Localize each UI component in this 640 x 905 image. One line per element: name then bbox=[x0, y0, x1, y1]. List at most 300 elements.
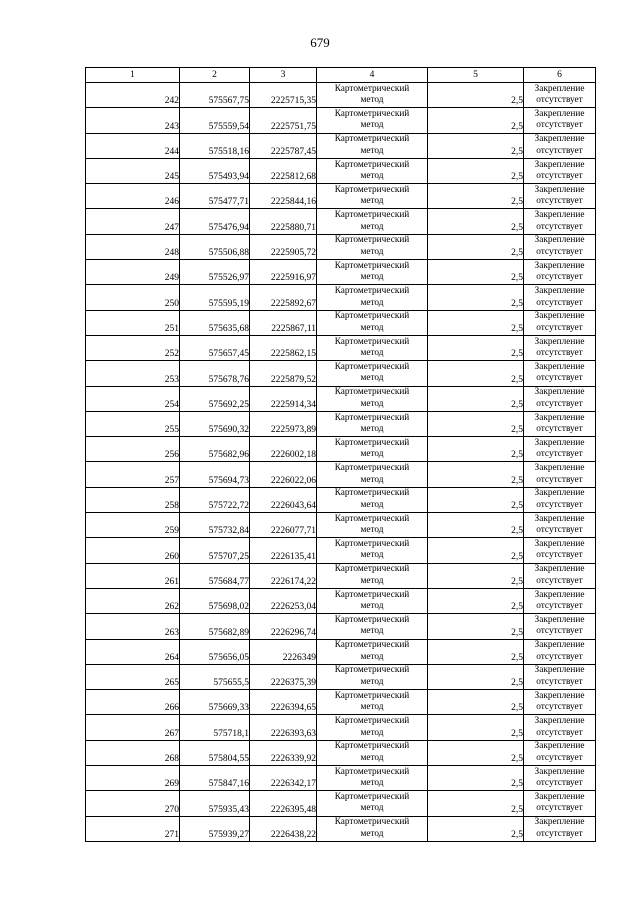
table-row bbox=[86, 614, 596, 639]
coordinates-table bbox=[85, 67, 596, 842]
fixation-line-1: Закрепление bbox=[534, 184, 585, 195]
coordinate-y-cell: 2226043,64 bbox=[250, 487, 317, 512]
fixation-line-2: отсутствует bbox=[536, 449, 583, 460]
coordinate-x-cell: 575526,97 bbox=[180, 260, 250, 285]
accuracy-cell: 2,5 bbox=[428, 158, 524, 183]
coordinate-x-cell: 575476,94 bbox=[180, 209, 250, 234]
fixation-line-1: Закрепление bbox=[534, 210, 585, 221]
coordinate-y-cell: 2225879,52 bbox=[250, 361, 317, 386]
accuracy-cell: 2,5 bbox=[428, 335, 524, 360]
method-line-1: Картометрический bbox=[334, 766, 410, 777]
fixation-cell bbox=[524, 487, 596, 512]
page-number: 679 bbox=[310, 35, 330, 50]
point-number-cell: 259 bbox=[86, 513, 180, 538]
point-number-cell: 253 bbox=[86, 361, 180, 386]
method-line-2: метод bbox=[360, 322, 384, 333]
method-line-2: метод bbox=[360, 171, 384, 182]
method-line-1: Картометрический bbox=[334, 159, 410, 170]
coordinate-x-cell: 575559,54 bbox=[180, 108, 250, 133]
accuracy-cell: 2,5 bbox=[428, 639, 524, 664]
point-number-cell: 252 bbox=[86, 335, 180, 360]
method-cell bbox=[317, 361, 428, 386]
accuracy-cell: 2,5 bbox=[428, 108, 524, 133]
fixation-line-2: отсутствует bbox=[536, 272, 583, 283]
method-line-2: метод bbox=[360, 474, 384, 485]
method-line-1: Картометрический bbox=[334, 311, 410, 322]
point-number-cell: 251 bbox=[86, 310, 180, 335]
fixation-cell bbox=[524, 462, 596, 487]
method-line-2: метод bbox=[360, 727, 384, 738]
method-line-2: метод bbox=[360, 398, 384, 409]
table-row bbox=[86, 487, 596, 512]
fixation-line-1: Закрепление bbox=[534, 665, 585, 676]
table-row bbox=[86, 588, 596, 613]
fixation-cell bbox=[524, 335, 596, 360]
method-line-1: Картометрический bbox=[334, 614, 410, 625]
table-row bbox=[86, 664, 596, 689]
method-line-2: метод bbox=[360, 778, 384, 789]
method-line-2: метод bbox=[360, 272, 384, 283]
fixation-line-2: отсутствует bbox=[536, 221, 583, 232]
method-line-1: Картометрический bbox=[334, 412, 410, 423]
method-cell bbox=[317, 260, 428, 285]
fixation-line-2: отсутствует bbox=[536, 727, 583, 738]
fixation-line-1: Закрепление bbox=[534, 791, 585, 802]
table-row bbox=[86, 83, 596, 108]
coordinate-y-cell: 2225880,71 bbox=[250, 209, 317, 234]
table-row bbox=[86, 386, 596, 411]
fixation-line-2: отсутствует bbox=[536, 424, 583, 434]
fixation-line-1: Закрепление bbox=[534, 766, 585, 777]
fixation-cell bbox=[524, 260, 596, 285]
fixation-line-1: Закрепление bbox=[534, 716, 585, 727]
accuracy-cell: 2,5 bbox=[428, 386, 524, 411]
coordinate-x-cell: 575518,16 bbox=[180, 133, 250, 158]
fixation-line-2: отсутствует bbox=[536, 828, 583, 839]
fixation-line-1: Закрепление bbox=[534, 286, 585, 297]
method-cell bbox=[317, 285, 428, 310]
method-cell bbox=[317, 108, 428, 133]
coordinate-x-cell: 575707,25 bbox=[180, 538, 250, 563]
coordinate-x-cell: 575595,19 bbox=[180, 285, 250, 310]
fixation-cell bbox=[524, 563, 596, 588]
method-line-1: Картометрический bbox=[334, 488, 410, 499]
point-number-cell: 265 bbox=[86, 664, 180, 689]
method-line-2: метод bbox=[360, 626, 384, 637]
method-line-1: Картометрический bbox=[334, 184, 410, 195]
table-row bbox=[86, 285, 596, 310]
header-cell-3: 3 bbox=[250, 68, 317, 83]
fixation-line-2: отсутствует bbox=[536, 626, 583, 637]
method-cell bbox=[317, 513, 428, 538]
method-line-2: метод bbox=[360, 702, 384, 713]
coordinate-x-cell: 575669,33 bbox=[180, 690, 250, 715]
method-line-2: метод bbox=[360, 525, 384, 536]
coordinate-y-cell: 2225905,72 bbox=[250, 234, 317, 259]
method-line-1: Картометрический bbox=[334, 716, 410, 727]
coordinate-x-cell: 575682,96 bbox=[180, 437, 250, 462]
accuracy-cell: 2,5 bbox=[428, 563, 524, 588]
method-line-2: метод bbox=[360, 95, 384, 106]
point-number-cell: 258 bbox=[86, 487, 180, 512]
method-line-2: метод bbox=[360, 449, 384, 460]
accuracy-cell: 2,5 bbox=[428, 310, 524, 335]
fixation-line-1: Закрепление bbox=[534, 437, 585, 448]
method-cell bbox=[317, 563, 428, 588]
coordinate-x-cell: 575804,55 bbox=[180, 740, 250, 765]
point-number-cell: 249 bbox=[86, 260, 180, 285]
method-line-1: Картометрический bbox=[334, 538, 410, 549]
table-row bbox=[86, 766, 596, 791]
fixation-line-2: отсутствует bbox=[536, 171, 583, 182]
method-cell bbox=[317, 791, 428, 816]
method-line-1: Картометрический bbox=[334, 690, 410, 701]
point-number-cell: 260 bbox=[86, 538, 180, 563]
coordinate-y-cell: 2226342,17 bbox=[250, 766, 317, 791]
fixation-line-2: отсутствует bbox=[536, 474, 583, 485]
fixation-line-1: Закрепление bbox=[534, 336, 585, 347]
table-row bbox=[86, 411, 596, 436]
table-row bbox=[86, 816, 596, 841]
point-number-cell: 268 bbox=[86, 740, 180, 765]
method-line-1: Картометрический bbox=[334, 437, 410, 448]
point-number-cell: 250 bbox=[86, 285, 180, 310]
fixation-line-2: отсутствует bbox=[536, 778, 583, 789]
coordinate-x-cell: 575935,43 bbox=[180, 791, 250, 816]
fixation-line-2: отсутствует bbox=[536, 601, 583, 612]
point-number-cell: 244 bbox=[86, 133, 180, 158]
coordinate-x-cell: 575694,73 bbox=[180, 462, 250, 487]
coordinate-y-cell: 2226349 bbox=[250, 639, 317, 664]
method-line-1: Картометрический bbox=[334, 210, 410, 221]
point-number-cell: 246 bbox=[86, 184, 180, 209]
point-number-cell: 267 bbox=[86, 715, 180, 740]
fixation-line-2: отсутствует bbox=[536, 398, 583, 409]
accuracy-cell: 2,5 bbox=[428, 740, 524, 765]
method-cell bbox=[317, 133, 428, 158]
fixation-cell bbox=[524, 234, 596, 259]
point-number-cell: 243 bbox=[86, 108, 180, 133]
coordinate-y-cell: 2225916,97 bbox=[250, 260, 317, 285]
fixation-cell bbox=[524, 209, 596, 234]
coordinate-y-cell: 2225844,16 bbox=[250, 184, 317, 209]
method-line-1: Картометрический bbox=[334, 513, 410, 524]
method-line-1: Картометрический bbox=[334, 260, 410, 271]
fixation-line-1: Закрепление bbox=[534, 640, 585, 651]
coordinate-x-cell: 575722,72 bbox=[180, 487, 250, 512]
coordinate-y-cell: 2226253,04 bbox=[250, 588, 317, 613]
point-number-cell: 257 bbox=[86, 462, 180, 487]
accuracy-cell: 2,5 bbox=[428, 816, 524, 841]
coordinate-y-cell: 2226174,22 bbox=[250, 563, 317, 588]
fixation-cell bbox=[524, 791, 596, 816]
coordinate-y-cell: 2225892,67 bbox=[250, 285, 317, 310]
method-line-2: метод bbox=[360, 348, 384, 359]
coordinate-y-cell: 2226002,18 bbox=[250, 437, 317, 462]
coordinate-x-cell: 575635,68 bbox=[180, 310, 250, 335]
point-number-cell: 266 bbox=[86, 690, 180, 715]
fixation-line-2: отсутствует bbox=[536, 752, 583, 763]
coordinate-x-cell: 575684,77 bbox=[180, 563, 250, 588]
method-cell bbox=[317, 411, 428, 436]
table-row bbox=[86, 133, 596, 158]
point-number-cell: 255 bbox=[86, 411, 180, 436]
fixation-line-2: отсутствует bbox=[536, 196, 583, 207]
fixation-cell bbox=[524, 437, 596, 462]
table-row bbox=[86, 690, 596, 715]
fixation-cell bbox=[524, 740, 596, 765]
method-line-2: метод bbox=[360, 145, 384, 156]
fixation-cell bbox=[524, 538, 596, 563]
coordinate-y-cell: 2225787,45 bbox=[250, 133, 317, 158]
point-number-cell: 263 bbox=[86, 614, 180, 639]
fixation-cell bbox=[524, 715, 596, 740]
method-line-1: Картометрический bbox=[334, 463, 410, 474]
method-line-2: метод bbox=[360, 120, 384, 131]
method-line-1: Картометрический bbox=[334, 286, 410, 297]
coordinate-y-cell: 2226395,48 bbox=[250, 791, 317, 816]
coordinate-y-cell: 2226077,71 bbox=[250, 513, 317, 538]
fixation-line-2: отсутствует bbox=[536, 499, 583, 510]
method-line-1: Картометрический bbox=[334, 640, 410, 651]
accuracy-cell: 2,5 bbox=[428, 538, 524, 563]
fixation-cell bbox=[524, 386, 596, 411]
coordinate-x-cell: 575678,76 bbox=[180, 361, 250, 386]
fixation-line-2: отсутствует bbox=[536, 322, 583, 333]
method-cell bbox=[317, 386, 428, 411]
fixation-line-2: отсутствует bbox=[536, 803, 583, 814]
fixation-cell bbox=[524, 639, 596, 664]
table-row bbox=[86, 108, 596, 133]
method-cell bbox=[317, 184, 428, 209]
fixation-line-1: Закрепление bbox=[534, 260, 585, 271]
point-number-cell: 256 bbox=[86, 437, 180, 462]
method-line-2: метод bbox=[360, 651, 384, 662]
fixation-line-2: отсутствует bbox=[536, 676, 583, 687]
fixation-line-1: Закрепление bbox=[534, 614, 585, 625]
coordinate-x-cell: 575506,88 bbox=[180, 234, 250, 259]
fixation-line-1: Закрепление bbox=[534, 817, 585, 828]
fixation-line-2: отсутствует bbox=[536, 373, 583, 384]
fixation-line-1: Закрепление bbox=[534, 311, 585, 322]
method-line-2: метод bbox=[360, 828, 384, 839]
method-line-1: Картометрический bbox=[334, 108, 410, 119]
coordinate-x-cell: 575682,89 bbox=[180, 614, 250, 639]
point-number-cell: 262 bbox=[86, 588, 180, 613]
fixation-cell bbox=[524, 133, 596, 158]
fixation-line-2: отсутствует bbox=[536, 297, 583, 308]
fixation-line-1: Закрепление bbox=[534, 538, 585, 549]
accuracy-cell: 2,5 bbox=[428, 437, 524, 462]
table-row bbox=[86, 791, 596, 816]
fixation-cell bbox=[524, 588, 596, 613]
accuracy-cell: 2,5 bbox=[428, 664, 524, 689]
fixation-cell bbox=[524, 513, 596, 538]
fixation-cell bbox=[524, 108, 596, 133]
table-row bbox=[86, 563, 596, 588]
coordinate-y-cell: 2226394,65 bbox=[250, 690, 317, 715]
method-cell bbox=[317, 209, 428, 234]
table-row bbox=[86, 639, 596, 664]
method-cell bbox=[317, 538, 428, 563]
method-cell bbox=[317, 639, 428, 664]
accuracy-cell: 2,5 bbox=[428, 766, 524, 791]
coordinate-y-cell: 2226339,92 bbox=[250, 740, 317, 765]
method-line-1: Картометрический bbox=[334, 741, 410, 752]
fixation-line-1: Закрепление bbox=[534, 361, 585, 372]
fixation-cell bbox=[524, 158, 596, 183]
fixation-line-1: Закрепление bbox=[534, 387, 585, 398]
fixation-line-2: отсутствует bbox=[536, 348, 583, 359]
fixation-cell bbox=[524, 83, 596, 108]
fixation-cell bbox=[524, 816, 596, 841]
coordinate-x-cell: 575493,94 bbox=[180, 158, 250, 183]
coordinate-y-cell: 2226438,22 bbox=[250, 816, 317, 841]
method-cell bbox=[317, 234, 428, 259]
coordinate-x-cell: 575657,45 bbox=[180, 335, 250, 360]
coordinate-x-cell: 575567,75 bbox=[180, 83, 250, 108]
table-row bbox=[86, 513, 596, 538]
coordinate-y-cell: 2226135,41 bbox=[250, 538, 317, 563]
table-row bbox=[86, 310, 596, 335]
fixation-line-1: Закрепление bbox=[534, 159, 585, 170]
point-number-cell: 254 bbox=[86, 386, 180, 411]
header-cell-5: 5 bbox=[428, 68, 524, 83]
coordinate-x-cell: 575939,27 bbox=[180, 816, 250, 841]
method-line-2: метод bbox=[360, 297, 384, 308]
fixation-line-1: Закрепление bbox=[534, 513, 585, 524]
method-cell bbox=[317, 588, 428, 613]
method-cell bbox=[317, 158, 428, 183]
fixation-line-2: отсутствует bbox=[536, 525, 583, 536]
method-line-1: Картометрический bbox=[334, 336, 410, 347]
point-number-cell: 264 bbox=[86, 639, 180, 664]
method-cell bbox=[317, 664, 428, 689]
point-number-cell: 261 bbox=[86, 563, 180, 588]
method-line-2: метод bbox=[360, 196, 384, 207]
fixation-line-2: отсутствует bbox=[536, 702, 583, 713]
fixation-line-1: Закрепление bbox=[534, 108, 585, 119]
accuracy-cell: 2,5 bbox=[428, 234, 524, 259]
method-line-2: метод bbox=[360, 373, 384, 384]
method-line-2: метод bbox=[360, 803, 384, 814]
fixation-cell bbox=[524, 285, 596, 310]
coordinate-y-cell: 2225973,89 bbox=[250, 411, 317, 436]
point-number-cell: 271 bbox=[86, 816, 180, 841]
accuracy-cell: 2,5 bbox=[428, 715, 524, 740]
table-header-row bbox=[86, 68, 596, 83]
fixation-line-2: отсутствует bbox=[536, 145, 583, 156]
method-line-1: Картометрический bbox=[334, 235, 410, 246]
accuracy-cell: 2,5 bbox=[428, 791, 524, 816]
coordinate-y-cell: 2225715,35 bbox=[250, 83, 317, 108]
coordinate-x-cell: 575847,16 bbox=[180, 766, 250, 791]
method-cell bbox=[317, 816, 428, 841]
method-line-2: метод bbox=[360, 676, 384, 687]
coordinate-y-cell: 2225751,75 bbox=[250, 108, 317, 133]
fixation-cell bbox=[524, 614, 596, 639]
fixation-line-2: отсутствует bbox=[536, 120, 583, 131]
table-row bbox=[86, 538, 596, 563]
accuracy-cell: 2,5 bbox=[428, 588, 524, 613]
method-cell bbox=[317, 462, 428, 487]
accuracy-cell: 2,5 bbox=[428, 411, 524, 436]
coordinate-x-cell: 575692,25 bbox=[180, 386, 250, 411]
fixation-line-1: Закрепление bbox=[534, 741, 585, 752]
fixation-line-1: Закрепление bbox=[534, 589, 585, 600]
method-line-1: Картометрический bbox=[334, 83, 410, 94]
fixation-line-1: Закрепление bbox=[534, 134, 585, 145]
coordinate-x-cell: 575732,84 bbox=[180, 513, 250, 538]
point-number-cell: 269 bbox=[86, 766, 180, 791]
method-line-2: метод bbox=[360, 575, 384, 586]
fixation-line-2: отсутствует bbox=[536, 246, 583, 257]
method-line-1: Картометрический bbox=[334, 387, 410, 398]
coordinate-x-cell: 575477,71 bbox=[180, 184, 250, 209]
fixation-line-1: Закрепление bbox=[534, 235, 585, 246]
accuracy-cell: 2,5 bbox=[428, 133, 524, 158]
coordinate-y-cell: 2225867,11 bbox=[250, 310, 317, 335]
point-number-cell: 248 bbox=[86, 234, 180, 259]
table-row bbox=[86, 158, 596, 183]
coordinate-y-cell: 2226296,74 bbox=[250, 614, 317, 639]
accuracy-cell: 2,5 bbox=[428, 361, 524, 386]
method-line-1: Картометрический bbox=[334, 134, 410, 145]
fixation-line-1: Закрепление bbox=[534, 690, 585, 701]
point-number-cell: 270 bbox=[86, 791, 180, 816]
method-line-2: метод bbox=[360, 550, 384, 561]
accuracy-cell: 2,5 bbox=[428, 209, 524, 234]
header-cell-2: 2 bbox=[180, 68, 250, 83]
accuracy-cell: 2,5 bbox=[428, 83, 524, 108]
fixation-line-1: Закрепление bbox=[534, 564, 585, 575]
coordinate-y-cell: 2226393,63 bbox=[250, 715, 317, 740]
method-line-1: Картометрический bbox=[334, 564, 410, 575]
method-line-2: метод bbox=[360, 499, 384, 510]
coordinate-y-cell: 2226375,39 bbox=[250, 664, 317, 689]
coordinate-x-cell: 575698,02 bbox=[180, 588, 250, 613]
coordinate-x-cell: 575718,1 bbox=[180, 715, 250, 740]
accuracy-cell: 2,5 bbox=[428, 285, 524, 310]
accuracy-cell: 2,5 bbox=[428, 690, 524, 715]
fixation-line-2: отсутствует bbox=[536, 575, 583, 586]
method-cell bbox=[317, 83, 428, 108]
fixation-line-1: Закрепление bbox=[534, 463, 585, 474]
method-cell bbox=[317, 487, 428, 512]
method-line-2: метод bbox=[360, 601, 384, 612]
coordinate-y-cell: 2225914,34 bbox=[250, 386, 317, 411]
method-line-2: метод bbox=[360, 221, 384, 232]
table-row bbox=[86, 361, 596, 386]
coordinate-y-cell: 2226022,06 bbox=[250, 462, 317, 487]
table-row bbox=[86, 234, 596, 259]
accuracy-cell: 2,5 bbox=[428, 614, 524, 639]
fixation-line-2: отсутствует bbox=[536, 95, 583, 106]
point-number-cell: 242 bbox=[86, 83, 180, 108]
coordinate-x-cell: 575656,05 bbox=[180, 639, 250, 664]
table-row bbox=[86, 260, 596, 285]
method-cell bbox=[317, 690, 428, 715]
fixation-cell bbox=[524, 766, 596, 791]
accuracy-cell: 2,5 bbox=[428, 260, 524, 285]
fixation-cell bbox=[524, 664, 596, 689]
method-line-1: Картометрический bbox=[334, 589, 410, 600]
point-number-cell: 247 bbox=[86, 209, 180, 234]
method-cell bbox=[317, 766, 428, 791]
method-cell bbox=[317, 740, 428, 765]
fixation-cell bbox=[524, 310, 596, 335]
fixation-line-1: Закрепление bbox=[534, 488, 585, 499]
